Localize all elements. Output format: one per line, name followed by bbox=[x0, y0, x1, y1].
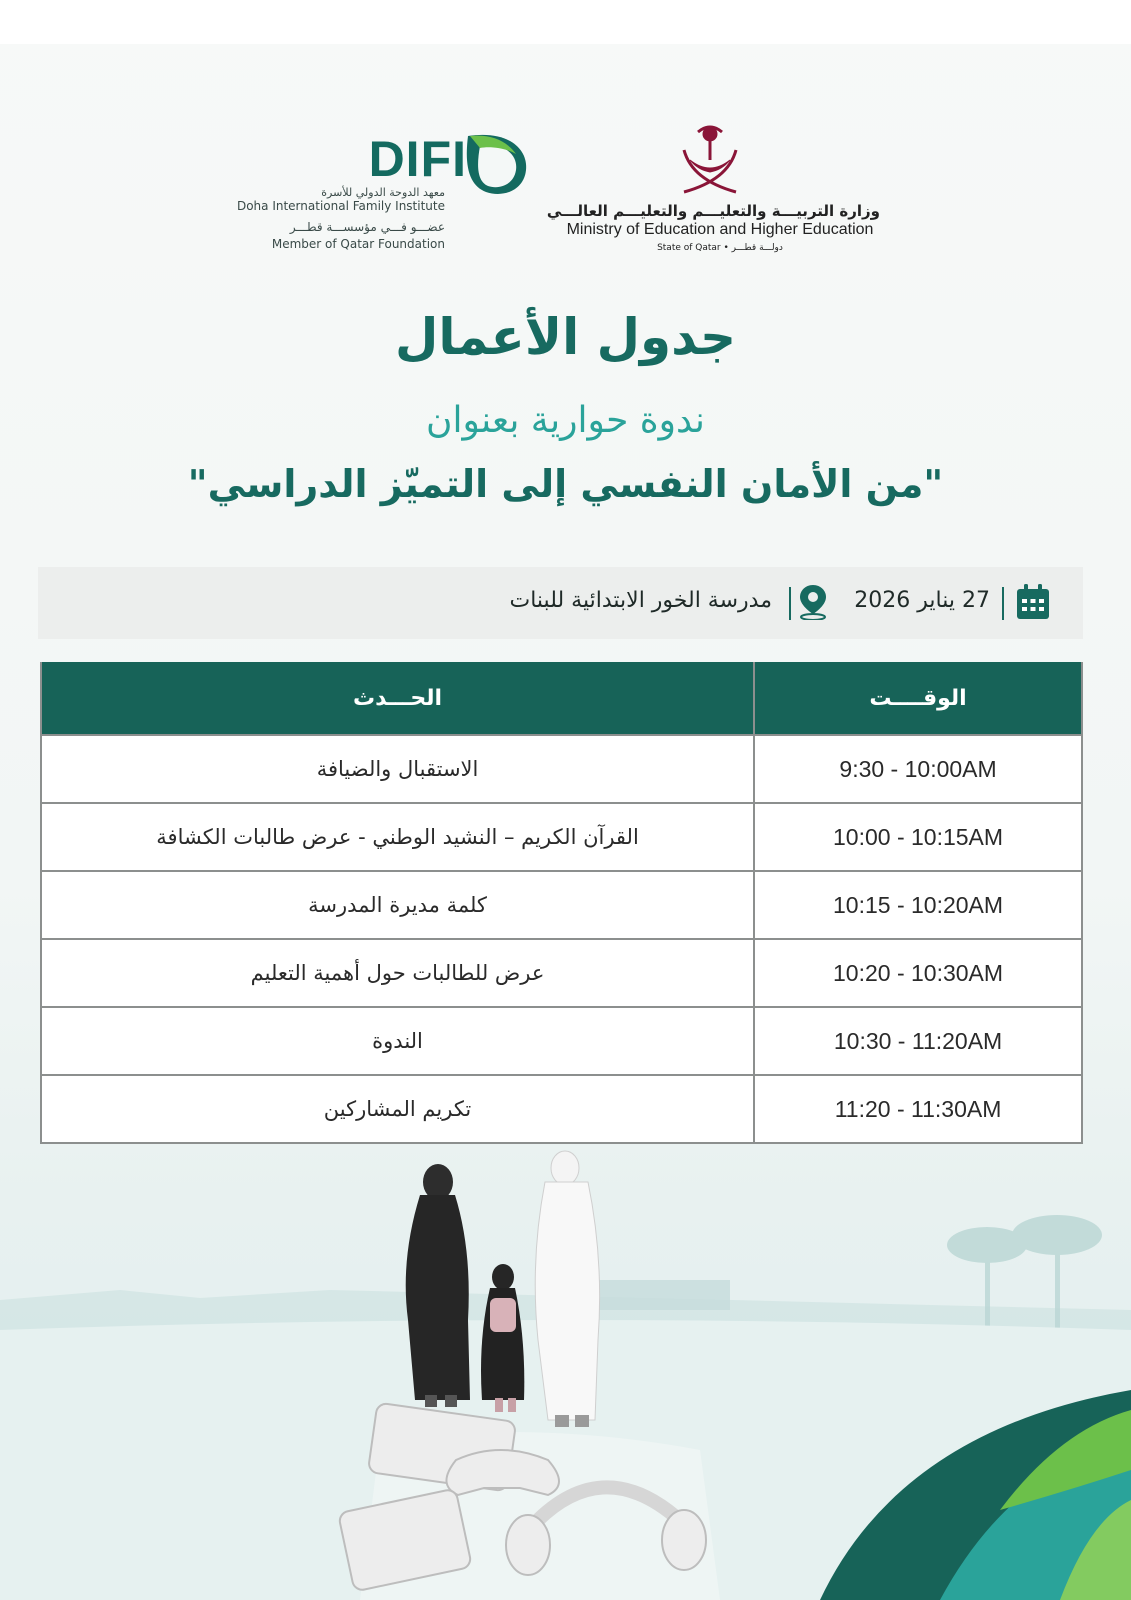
table-row bbox=[41, 803, 1082, 871]
table-row bbox=[41, 871, 1082, 939]
page-subtitle: ندوة حوارية بعنوان bbox=[426, 400, 705, 441]
child-figure bbox=[481, 1264, 524, 1412]
family-illustration bbox=[0, 1140, 1131, 1600]
top-strip bbox=[0, 0, 1131, 44]
mother-figure bbox=[406, 1164, 470, 1407]
ministry-state: State of Qatar • دولـــة قطـــر bbox=[657, 243, 783, 253]
event-cell: القرآن الكريم – النشيد الوطني - عرض طالبات الكشافة bbox=[41, 803, 754, 871]
time-cell: 10:00 - 10:15AM bbox=[754, 803, 1082, 871]
event-cell: عرض للطالبات حول أهمية التعليم bbox=[41, 939, 754, 1007]
event-cell: الاستقبال والضيافة bbox=[41, 735, 754, 803]
difi-arabic-member: عضـــو فـــي مؤسســـة قطـــر bbox=[289, 220, 445, 234]
table-row bbox=[41, 1007, 1082, 1075]
difi-english-name: Doha International Family Institute bbox=[236, 199, 445, 213]
time-cell: 10:30 - 11:20AM bbox=[754, 1007, 1082, 1075]
header-event: الحـــدث bbox=[41, 662, 754, 735]
schedule-table bbox=[40, 662, 1083, 1144]
info-separator bbox=[789, 587, 791, 620]
difi-wordmark: DIFI bbox=[368, 131, 467, 187]
calendar-icon bbox=[1016, 584, 1050, 620]
difi-english-member: Member of Qatar Foundation bbox=[271, 237, 445, 251]
event-topic: "من الأمان النفسي إلى التميّز الدراسي" bbox=[187, 462, 944, 506]
qatar-emblem-icon bbox=[670, 120, 750, 200]
table-row bbox=[41, 939, 1082, 1007]
time-cell: 10:20 - 10:30AM bbox=[754, 939, 1082, 1007]
event-date: 27 يناير 2026 bbox=[854, 588, 990, 613]
ministry-logo bbox=[546, 120, 880, 270]
table-row bbox=[41, 735, 1082, 803]
event-cell: الندوة bbox=[41, 1007, 754, 1075]
location-pin-icon bbox=[798, 584, 828, 620]
event-location: مدرسة الخور الابتدائية للبنات bbox=[509, 588, 772, 613]
ministry-arabic-name: وزارة التربيـــة والتعليـــم والتعليـــم العالـــي bbox=[546, 202, 880, 220]
page-title: جدول الأعمال bbox=[395, 308, 736, 366]
info-separator bbox=[1002, 587, 1004, 620]
father-figure bbox=[535, 1151, 599, 1427]
time-cell: 10:15 - 10:20AM bbox=[754, 871, 1082, 939]
event-cell: تكريم المشاركين bbox=[41, 1075, 754, 1143]
time-cell: 11:20 - 11:30AM bbox=[754, 1075, 1082, 1143]
difi-arabic-name: معهد الدوحة الدولي للأسرة bbox=[321, 186, 445, 199]
header-time: الوقــــت bbox=[754, 662, 1082, 735]
table-row bbox=[41, 1075, 1082, 1143]
time-cell: 9:30 - 10:00AM bbox=[754, 735, 1082, 803]
ministry-english-name: Ministry of Education and Higher Education bbox=[566, 221, 874, 238]
difi-logo bbox=[236, 122, 550, 262]
table-header-row bbox=[41, 662, 1082, 735]
event-cell: كلمة مديرة المدرسة bbox=[41, 871, 754, 939]
difi-leaf-icon bbox=[460, 128, 530, 198]
